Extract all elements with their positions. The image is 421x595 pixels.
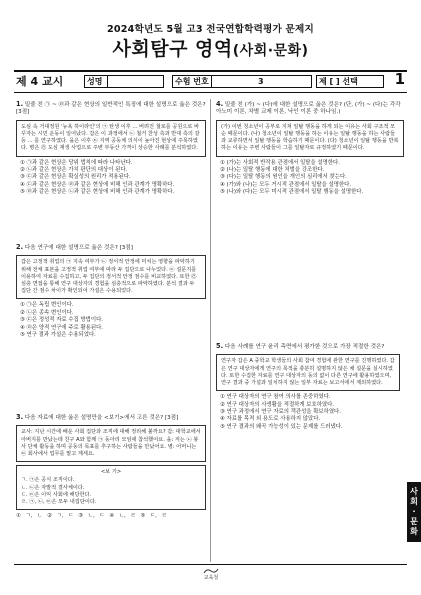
question-1 — [16, 101, 206, 197]
logo-mark-icon — [203, 568, 219, 574]
option[interactable]: ① 연구 대상자의 연구 참여 의사를 존중하였다. — [220, 394, 331, 401]
option[interactable]: ⑤ ㉣과 같은 현상은 ㉡과 같은 현상에 비해 인과 관계가 명확하다. — [20, 189, 175, 196]
question-5 — [216, 343, 400, 431]
bogi-item: ㄷ. ㉢은 이익 사회에 해당한다. — [21, 491, 92, 498]
passage-box: (가) 이번 청소년이 공부로 지쳐 일탈 행동을 하게 되는 이유는 사회 구조적 모순 때문이다. (나) 청소년이 일탈 행동을 하는 이유는 일탈 행동을 하는 사람들과 교류하면서 일탈 행동을 학습하기 때문이다. (다) 청소년이 일탈 행동을 반복하는 이유는 주변 사람들이 그를 일탈자로 규정하였기 때문이다. — [216, 120, 404, 157]
side-tab-char: · — [412, 507, 416, 516]
passage-box: 교사: 지난 시간에 배운 사회 집단과 조직에 대해 정리해 볼까요? 갑: 대학교에서 아버지를 만났는데 친구 A와 함께 ㉠ 동아리 모임에 참석했어요. 을: 저는 ㉡ 봉사 단체 활동을 하며 공동의 목표를 추구하는 사람들을 만났어요. 병: 어머니는 ㉢ 회사에서 업무를 맡고 계세요. — [16, 425, 206, 462]
question-3 — [16, 414, 206, 521]
exam-number-field — [211, 75, 311, 88]
passage-box: 갑은 고정적 취업의 ㉠ 지속 여부가 ㉡ 정서적 안정에 미치는 영향을 파악하기 위해 전체 표본을 고정적 취업 여부에 따라 두 집단으로 나누었다. ㉢ 설문지를 이용하여 자료를 수집하고, 두 집단의 정서적 안정 점수를 비교하였다. 또한 ㉣ 심층 면접을 통해 연구 대상자의 경험을 심층적으로 파악하였다. 분석 결과 두 집단 간 점수 차이가 확인되어 가설은 수용되었다. — [16, 255, 206, 299]
option[interactable]: ① ㉠은 독립 변인이다. — [20, 302, 74, 309]
option[interactable]: ② (나)는 일탈 행동에 대한 처벌을 강조한다. — [220, 167, 325, 174]
option[interactable]: ① ㉠과 같은 현상은 당위 법칙에 따라 나타난다. — [20, 159, 133, 166]
option[interactable]: ③ ㉢은 정성적 자료 수집 방법이다. — [20, 317, 103, 324]
name-field — [107, 75, 163, 88]
question-stem: 다음 연구에 대한 설명으로 옳은 것은? [3점] — [24, 245, 133, 251]
exam-number-box — [172, 75, 312, 88]
option[interactable]: ③ (다)는 일탈 행동의 원인을 개인의 심리에서 찾는다. — [220, 174, 347, 181]
question-stem: 다음 사례를 연구 윤리 측면에서 평가한 것으로 가장 적절한 것은? — [224, 344, 385, 350]
exam-title: 2024학년도 5월 고3 전국연합학력평가 문제지 — [107, 24, 314, 35]
option[interactable]: ⑤ 연구 결과의 왜곡 가능성이 있는 문제를 드러냈다. — [220, 423, 343, 430]
question-4 — [216, 101, 404, 197]
option[interactable]: ④ 자료를 목적 외 용도로 사용하지 않았다. — [220, 416, 321, 423]
option[interactable]: ⑤ (나)와 (다)는 모두 미시적 관점에서 일탈 행동을 설명한다. — [220, 189, 364, 196]
question-stem: 다음 자료에 대한 옳은 설명만을 <보기>에서 고른 것은? [3점] — [24, 415, 179, 421]
exam-number-digit: 3 — [258, 77, 264, 86]
option[interactable]: ② 연구 대상자의 사생활을 적절하게 보호하였다. — [220, 401, 335, 408]
name-label: 성명 — [87, 77, 103, 86]
question-number: 1. — [16, 100, 24, 108]
question-stem: 밑줄 친 ㉠ ~ ㉣과 같은 현상의 일반적인 특징에 대한 설명으로 옳은 것은? [3점] — [16, 102, 206, 116]
option[interactable]: ② ㉡은 종속 변인이다. — [20, 309, 74, 316]
option[interactable]: ② ㉡과 같은 현상은 가치 판단의 대상이 된다. — [20, 167, 128, 174]
passage-box: 연구자 갑은 A 중학교 학생들의 사회 참여 경험에 관한 연구를 진행하였다. 갑은 연구 대상자에게 연구의 목적을 충분히 설명하지 않은 채 설문을 실시하였다. 또한 수집한 자료를 연구 대상자의 동의 없이 다른 연구에 활용하였으며, 연구 결과 중 가설과 일치하지 않는 일부 자료는 보고서에서 제외하였다. — [216, 354, 400, 391]
option[interactable]: ④ (가)와 (나)는 모두 거시적 관점에서 일탈을 설명한다. — [220, 181, 352, 188]
question-number: 3. — [16, 413, 24, 421]
question-2 — [16, 244, 206, 339]
column-divider — [210, 99, 211, 562]
bogi-item: ㄹ. ㉠, ㉡, ㉢은 모두 내집단이다. — [21, 499, 97, 506]
side-tab-char: 회 — [410, 497, 418, 506]
bogi-item: ㄱ. ㉠은 공식 조직이다. — [21, 477, 75, 484]
option[interactable]: ① (가)는 사회적 반작용 관점에서 일탈을 설명한다. — [220, 159, 340, 166]
bogi-item: ㄴ. ㉡은 자발적 결사체이다. — [21, 484, 85, 491]
option[interactable]: ③ 연구 과정에서 연구 자료의 객관성을 확보하였다. — [220, 409, 341, 416]
passage-box: 도심 속 거대정원 '뉴욕 하이라인'의 ㉠ 탄생 이후 ... 버려진 철로를 공원으로 바꾸자는 시민 운동이 일어났다. 갑은 이 과정에서 ㉡ 철거 찬성 측과 반대 측의 갈등 ... 를 연구하였다. 을은 이후 ㉢ 지역 공동체 의식이 높아진 현상에 주목하였다. 병은 ㉣ 도심 재생 사업으로 주변 부동산 가격이 상승한 사례를 분석하였다. — [16, 120, 206, 157]
option[interactable]: ③ ㉢과 같은 현상은 확실성의 원리가 적용된다. — [20, 174, 131, 181]
subject-main: 사회탐구 영역 — [112, 38, 233, 60]
question-stem: 밑줄 친 (가) ~ (다)에 대한 설명으로 옳은 것은? (단, (가) ~ (다)는 각각 아노미 이론, 차별 교제 이론, 낙인 이론 중 하나임.) — [216, 102, 401, 116]
header-top-rule — [14, 70, 407, 72]
header-bottom-rule — [14, 92, 407, 93]
question-number: 2. — [16, 243, 24, 251]
choice-box — [316, 75, 384, 88]
question-number: 4. — [216, 100, 224, 108]
bogi-title: <보 기> — [100, 469, 122, 476]
side-tab-char: 사 — [410, 487, 418, 496]
subject-sub: (사회·문화) — [232, 43, 309, 59]
subject-title — [0, 34, 421, 61]
answer-choices[interactable]: ① ㄱ, ㄴ ② ㄱ, ㄷ ③ ㄴ, ㄷ ④ ㄴ, ㄹ ⑤ ㄷ, ㄹ — [16, 513, 167, 520]
subject-side-tab — [407, 482, 421, 542]
bogi-box — [16, 465, 206, 510]
option[interactable]: ⑤ 연구 결과 가설은 수용되었다. — [20, 332, 96, 339]
option[interactable]: ④ ㉣은 양적 연구에 주로 활용된다. — [20, 324, 103, 331]
period-label: 제 4 교시 — [16, 75, 64, 88]
exam-number-label: 수험 번호 — [175, 77, 209, 86]
footer-logo — [200, 568, 222, 581]
page-number: 1 — [394, 70, 405, 88]
name-box — [84, 75, 164, 88]
logo-text: 교육청 — [203, 575, 219, 581]
choice-label: 제 [ ] 선택 — [319, 77, 358, 86]
side-tab-char: 화 — [410, 527, 418, 536]
question-number: 5. — [216, 342, 224, 350]
option[interactable]: ④ ㉢과 같은 현상은 ㉣과 같은 현상에 비해 인과 관계가 명확하다. — [20, 181, 175, 188]
footer-rule — [14, 564, 407, 565]
side-tab-char: 문 — [410, 517, 418, 526]
header-row — [14, 70, 407, 90]
